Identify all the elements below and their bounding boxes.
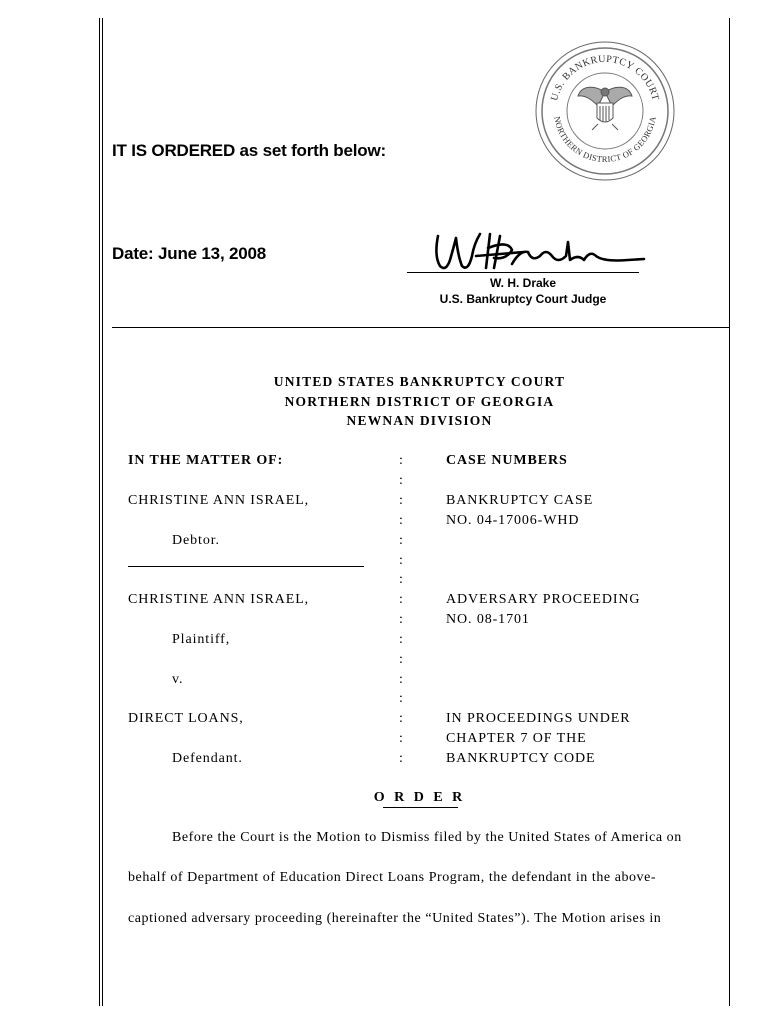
court-name-line1: UNITED STATES BANKRUPTCY COURT bbox=[273, 374, 566, 389]
caption-colon: : bbox=[399, 751, 403, 766]
caption-colon: : bbox=[399, 473, 403, 488]
body-text-line1: Before the Court is the Motion to Dismiss filed by the United States of America on bbox=[172, 830, 682, 845]
caption-colon: : bbox=[399, 691, 403, 706]
caption-colon: : bbox=[399, 513, 403, 528]
chapter-line2: CHAPTER 7 OF THE bbox=[446, 731, 587, 746]
body-text-line3: captioned adversary proceeding (hereinafter the “United States”). The Motion arises in bbox=[128, 911, 662, 926]
debtor-name: CHRISTINE ANN ISRAEL, bbox=[128, 493, 310, 508]
adversary-proceeding-number: NO. 08-1701 bbox=[446, 612, 530, 627]
header-divider bbox=[112, 327, 730, 328]
right-border-line bbox=[729, 18, 730, 1006]
order-heading: O R D E R bbox=[373, 790, 466, 805]
order-date: Date: June 13, 2008 bbox=[112, 244, 267, 263]
caption-colon: : bbox=[399, 553, 403, 568]
caption-colon: : bbox=[399, 592, 403, 607]
chapter-line3: BANKRUPTCY CODE bbox=[446, 751, 596, 766]
court-seal-icon bbox=[534, 40, 676, 182]
signature-line bbox=[407, 272, 639, 273]
caption-colon: : bbox=[399, 672, 403, 687]
defendant-name: DIRECT LOANS, bbox=[128, 711, 244, 726]
caption-colon: : bbox=[399, 632, 403, 647]
left-border-line-inner bbox=[102, 18, 103, 1006]
caption-separator bbox=[128, 566, 364, 567]
adversary-proceeding-label: ADVERSARY PROCEEDING bbox=[446, 592, 641, 607]
left-border-line-outer bbox=[99, 18, 100, 1006]
caption-colon: : bbox=[399, 612, 403, 627]
versus: v. bbox=[172, 672, 184, 687]
judge-name: W. H. Drake bbox=[489, 276, 557, 290]
court-name-line2: NORTHERN DISTRICT OF GEORGIA bbox=[284, 394, 555, 409]
caption-colon: : bbox=[399, 493, 403, 508]
bankruptcy-case-number: NO. 04-17006-WHD bbox=[446, 513, 580, 528]
debtor-role: Debtor. bbox=[172, 533, 220, 548]
caption-colon: : bbox=[399, 711, 403, 726]
judge-signature-icon bbox=[428, 226, 650, 274]
order-heading-underline bbox=[383, 807, 458, 808]
bankruptcy-case-label: BANKRUPTCY CASE bbox=[446, 493, 594, 508]
case-numbers-label: CASE NUMBERS bbox=[446, 453, 568, 468]
svg-text:U.S. BANKRUPTCY COURT: U.S. BANKRUPTCY COURT bbox=[549, 53, 661, 103]
caption-colon: : bbox=[399, 453, 403, 468]
plaintiff-name: CHRISTINE ANN ISRAEL, bbox=[128, 592, 310, 607]
plaintiff-role: Plaintiff, bbox=[172, 632, 231, 647]
ordered-heading: IT IS ORDERED as set forth below: bbox=[112, 141, 386, 160]
body-text-line2: behalf of Department of Education Direct Loans Program, the defendant in the above- bbox=[128, 870, 657, 885]
judge-title: U.S. Bankruptcy Court Judge bbox=[439, 292, 607, 306]
caption-colon: : bbox=[399, 652, 403, 667]
defendant-role: Defendant. bbox=[172, 751, 243, 766]
matter-label: IN THE MATTER OF: bbox=[128, 453, 284, 468]
svg-text:NORTHERN DISTRICT OF GEORGIA: NORTHERN DISTRICT OF GEORGIA bbox=[552, 115, 658, 165]
caption-colon: : bbox=[399, 731, 403, 746]
chapter-line1: IN PROCEEDINGS UNDER bbox=[446, 711, 631, 726]
court-name-line3: NEWNAN DIVISION bbox=[346, 413, 493, 428]
caption-colon: : bbox=[399, 533, 403, 548]
caption-colon: : bbox=[399, 572, 403, 587]
